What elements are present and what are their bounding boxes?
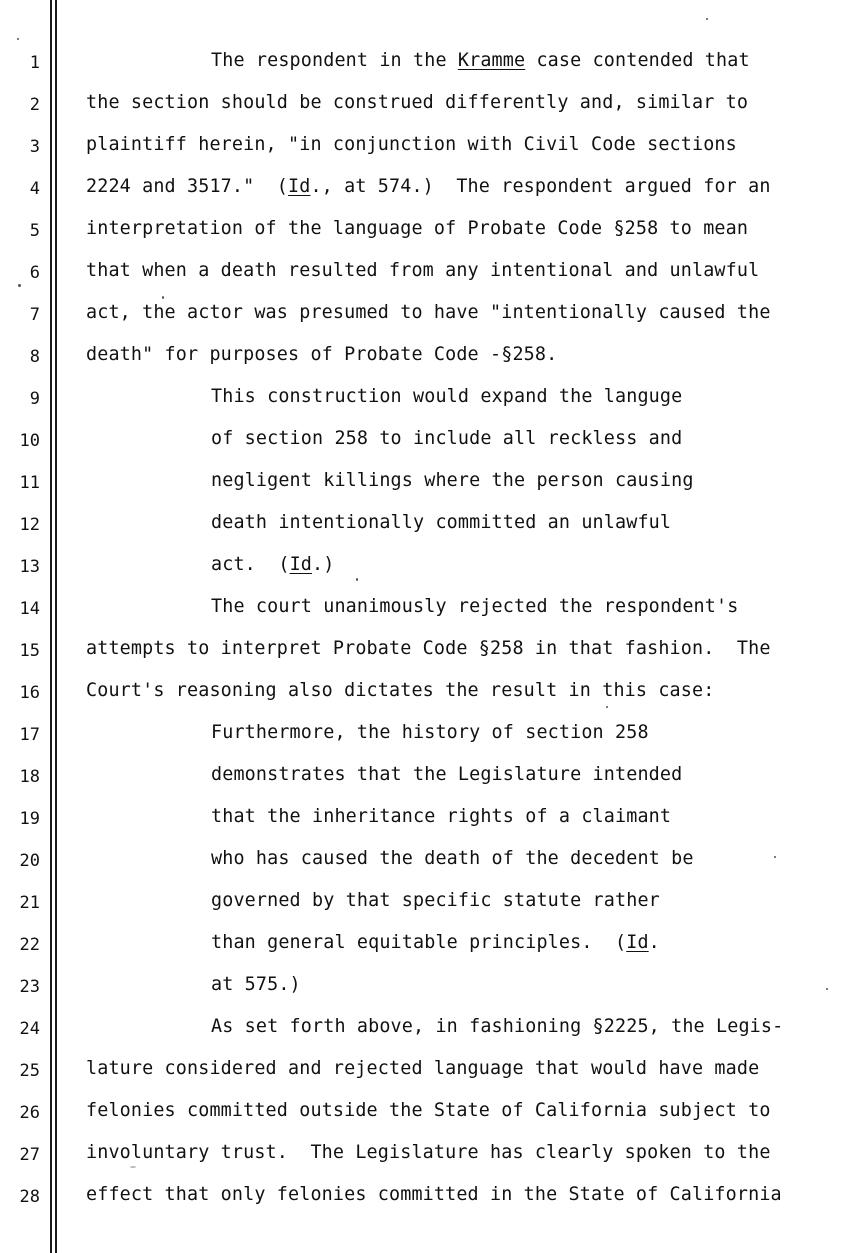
text-line-27: involuntary trust. The Legislature has clearly spoken to the: [86, 1142, 771, 1163]
line-number: 1: [29, 53, 40, 73]
block-quote-2-line-7: at 575.): [211, 974, 301, 995]
line-number: 8: [29, 347, 40, 367]
scan-speck: [17, 38, 19, 40]
text-line-16: Court's reasoning also dictates the result in this case:: [86, 680, 715, 701]
line-number: 20: [19, 851, 40, 871]
scan-speck: [826, 988, 828, 990]
citation-id: Id: [289, 554, 313, 575]
text-line-4: 2224 and 3517." (Id., at 574.) The respondent argued for an: [86, 176, 771, 197]
line-number: 28: [19, 1187, 40, 1207]
line-number: 4: [29, 179, 40, 199]
line-number: 21: [19, 893, 40, 913]
citation-id: Id: [626, 932, 649, 953]
line-number: 12: [19, 515, 40, 535]
block-quote-1-line-1: This construction would expand the languge: [211, 386, 683, 407]
line-number: 26: [19, 1103, 40, 1123]
block-quote-2-line-4: who has caused the death of the decedent be: [211, 848, 694, 869]
line-number: 14: [19, 599, 40, 619]
left-margin-rule-inner: [55, 0, 57, 1253]
line-number: 13: [19, 557, 40, 577]
line-number: 6: [29, 263, 40, 283]
line-number: 7: [29, 305, 40, 325]
scan-speck: [356, 578, 358, 581]
block-quote-2-line-3: that the inheritance rights of a claimant: [211, 806, 672, 827]
block-quote-2-line-2: demonstrates that the Legislature intended: [211, 764, 683, 785]
line-number: 3: [29, 137, 40, 157]
text-line-7: act, the actor was presumed to have "intentionally caused the: [86, 302, 771, 323]
scan-speck: [774, 856, 776, 858]
text-line-24: As set forth above, in fashioning §2225, the Legis-: [211, 1016, 784, 1037]
scan-speck: [130, 1166, 136, 1168]
line-number: 25: [19, 1061, 40, 1081]
text-line-28: effect that only felonies committed in the State of California: [86, 1184, 782, 1205]
scan-speck: [18, 284, 21, 287]
text-line-5: interpretation of the language of Probate Code §258 to mean: [86, 218, 749, 239]
text-line-2: the section should be construed differently and, similar to: [86, 92, 749, 113]
text-line-14: The court unanimously rejected the respondent's: [211, 596, 739, 617]
text-line-6: that when a death resulted from any intentional and unlawful: [86, 260, 760, 281]
line-number: 24: [19, 1019, 40, 1039]
text-line-15: attempts to interpret Probate Code §258 in that fashion. The: [86, 638, 771, 659]
line-number: 9: [29, 389, 40, 409]
left-margin-rule-outer: [50, 0, 52, 1253]
line-number: 16: [19, 683, 40, 703]
text-line-3: plaintiff herein, "in conjunction with Civil Code sections: [86, 134, 737, 155]
block-quote-1-line-5: act. (Id.): [211, 554, 335, 575]
line-number: 19: [19, 809, 40, 829]
scan-speck: [706, 18, 708, 20]
text-line-25: lature considered and rejected language that would have made: [86, 1058, 760, 1079]
line-number: 23: [19, 977, 40, 997]
block-quote-2-line-1: Furthermore, the history of section 258: [211, 722, 649, 743]
block-quote-2-line-6: than general equitable principles. (Id.: [211, 932, 660, 953]
scan-speck: [606, 706, 608, 708]
block-quote-2-line-5: governed by that specific statute rather: [211, 890, 660, 911]
scan-speck: [162, 296, 164, 299]
citation-id: Id: [288, 176, 311, 197]
text-line-26: felonies committed outside the State of California subject to: [86, 1100, 771, 1121]
case-name-kramme: Kramme: [457, 50, 526, 71]
text-line-1: The respondent in the Kramme case contended that: [211, 50, 750, 71]
line-number: 27: [19, 1145, 40, 1165]
line-number: 15: [19, 641, 40, 661]
block-quote-1-line-4: death intentionally committed an unlawful: [211, 512, 672, 533]
line-number: 2: [29, 95, 40, 115]
line-number: 5: [29, 221, 40, 241]
line-number: 18: [19, 767, 40, 787]
text-line-8: death" for purposes of Probate Code -§258.: [86, 344, 558, 365]
block-quote-1-line-3: negligent killings where the person causing: [211, 470, 694, 491]
line-number: 11: [19, 473, 40, 493]
line-number: 22: [19, 935, 40, 955]
block-quote-1-line-2: of section 258 to include all reckless and: [211, 428, 683, 449]
line-number: 17: [19, 725, 40, 745]
line-number: 10: [19, 431, 40, 451]
